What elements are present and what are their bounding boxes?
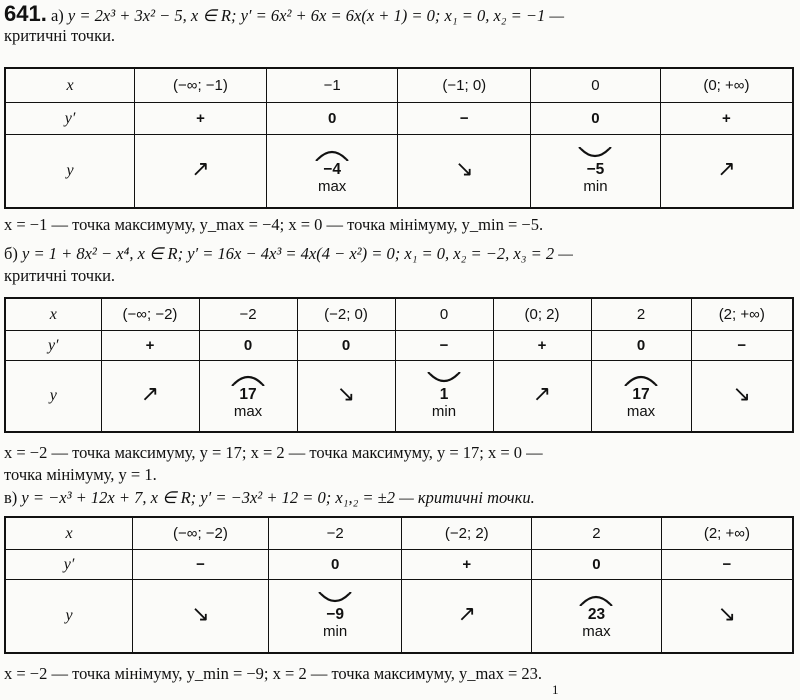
part-b-critical-points: критичні точки. [4, 266, 116, 285]
part-a-conclusion: x = −1 — точка максимуму, y_max = −4; x = 0 — точка мінімуму, y_min = −5. [4, 215, 544, 234]
table-row-derivative [5, 549, 793, 579]
extremum-value: 1 [439, 385, 449, 403]
arrow-up-right-icon: ↗ [532, 382, 552, 408]
monotonic-cell [398, 134, 531, 208]
part-c-conclusion: x = −2 — точка мінімуму, y_min = −9; x = 2 — точка максимуму, y_max = 23. [4, 664, 543, 683]
extremum-type-label: max [582, 622, 611, 640]
extremum-type-label: max [626, 402, 656, 420]
table-row-derivative [5, 102, 793, 134]
part-b-equation: y = 1 + 8x² − x⁴, x ∈ R; y′ = 16x − 4x³ = 4x(4 − x²) = 0; x₁ = 0, x₂ = −2, x₃ = 2 — [22, 244, 573, 263]
extremum-value: 17 [632, 385, 650, 403]
monotonic-cell [660, 134, 793, 208]
interval-cell: (−2; 2) [402, 517, 532, 549]
extremum-cell [531, 134, 661, 208]
extremum-value: −5 [586, 160, 605, 178]
variation-table-a [4, 67, 794, 209]
part-b-conclusion-2: точка мінімуму, y = 1. [4, 465, 157, 484]
part-b-statement [4, 244, 573, 264]
table-row-y [5, 579, 793, 653]
part-a-equation: y = 2x³ + 3x² − 5, x ∈ R; y′ = 6x² + 6x = 6x(x + 1) = 0; x₁ = 0, x₂ = −1 — [67, 6, 565, 25]
interval-cell: 0 [531, 68, 661, 102]
derivative-sign-cell: 0 [532, 549, 662, 579]
interval-cell: (0; 2) [493, 298, 591, 330]
arrow-up-right-icon: ↗ [140, 382, 160, 408]
arrow-up-right-icon: ↗ [717, 157, 736, 183]
interval-cell: (0; +∞) [660, 68, 793, 102]
row-label-y: y [5, 134, 135, 208]
table-row-x [5, 68, 793, 102]
monotonic-cell [133, 579, 269, 653]
part-c-label: в) [4, 488, 18, 507]
row-label-x: x [5, 517, 133, 549]
extremum-value: 23 [587, 605, 606, 623]
maximum-cap-icon [592, 372, 691, 386]
part-a-statement [4, 1, 565, 26]
part-b-label: б) [4, 244, 18, 263]
row-label-derivative: y′ [5, 549, 133, 579]
row-label-y: y [5, 360, 101, 432]
table-row-x [5, 517, 793, 549]
derivative-sign-cell: + [101, 330, 199, 360]
extremum-cell [591, 360, 691, 432]
derivative-sign-cell: 0 [591, 330, 691, 360]
arrow-down-right-icon: ↘ [336, 382, 356, 408]
part-b-conclusion-1: x = −2 — точка максимуму, y = 17; x = 2 — точка максимуму, y = 17; x = 0 — [4, 443, 543, 462]
derivative-sign-cell: − [661, 549, 793, 579]
arrow-up-right-icon: ↗ [457, 602, 476, 628]
table-row-y [5, 134, 793, 208]
interval-cell: −2 [199, 298, 297, 330]
extremum-type-label: max [233, 402, 263, 420]
extremum-type-label: min [583, 177, 608, 195]
minimum-cup-icon [269, 592, 402, 606]
arrow-down-right-icon: ↘ [717, 602, 737, 628]
monotonic-cell [402, 579, 532, 653]
maximum-cap-icon [200, 372, 297, 386]
minimum-cup-icon [531, 147, 660, 161]
interval-cell: (2; +∞) [691, 298, 793, 330]
extremum-cell [199, 360, 297, 432]
interval-cell: (2; +∞) [661, 517, 793, 549]
derivative-sign-cell: 0 [531, 102, 661, 134]
derivative-sign-cell: − [398, 102, 531, 134]
arrow-down-right-icon: ↘ [732, 382, 751, 408]
interval-cell: (−∞; −2) [101, 298, 199, 330]
extremum-cell [268, 579, 402, 653]
monotonic-cell [661, 579, 793, 653]
monotonic-cell [691, 360, 793, 432]
part-a-label: а) [50, 6, 64, 25]
interval-cell: 0 [395, 298, 493, 330]
row-label-derivative: y′ [5, 330, 101, 360]
interval-cell: 2 [591, 298, 691, 330]
derivative-sign-cell: 0 [268, 549, 402, 579]
derivative-sign-cell: − [395, 330, 493, 360]
row-label-y: y [5, 579, 133, 653]
row-label-derivative: y′ [5, 102, 135, 134]
table-row-x [5, 298, 793, 330]
arrow-down-right-icon: ↘ [191, 602, 210, 628]
extremum-type-label: min [323, 622, 348, 640]
extremum-cell [532, 579, 662, 653]
interval-cell: 2 [532, 517, 662, 549]
part-a-critical-points: критичні точки. [4, 26, 116, 45]
page-number: 1 [552, 682, 559, 697]
derivative-sign-cell: 0 [199, 330, 297, 360]
derivative-sign-cell: − [691, 330, 793, 360]
monotonic-cell [297, 360, 395, 432]
arrow-up-right-icon: ↗ [191, 157, 210, 183]
table-row-derivative [5, 330, 793, 360]
interval-cell: (−1; 0) [398, 68, 531, 102]
monotonic-cell [493, 360, 591, 432]
interval-cell: (−∞; −2) [133, 517, 269, 549]
row-label-x: x [5, 298, 101, 330]
derivative-sign-cell: + [135, 102, 267, 134]
interval-cell: (−∞; −1) [135, 68, 267, 102]
maximum-cap-icon [532, 592, 661, 606]
row-label-x: x [5, 68, 135, 102]
extremum-value: 17 [239, 385, 257, 403]
maximum-cap-icon [267, 147, 398, 161]
minimum-cup-icon [396, 372, 493, 386]
derivative-sign-cell: 0 [297, 330, 395, 360]
extremum-type-label: max [317, 177, 347, 195]
arrow-down-right-icon: ↘ [455, 157, 474, 183]
derivative-sign-cell: − [133, 549, 269, 579]
extremum-value: −4 [323, 160, 341, 178]
derivative-sign-cell: + [493, 330, 591, 360]
derivative-sign-cell: + [402, 549, 532, 579]
variation-table-c [4, 516, 794, 654]
problem-number: 641. [4, 1, 47, 26]
part-c-equation: y = −x³ + 12x + 7, x ∈ R; y′ = −3x² + 12 = 0; x₁,₂ = ±2 — критичні точки. [21, 488, 535, 507]
interval-cell: (−2; 0) [297, 298, 395, 330]
extremum-value: −9 [326, 605, 344, 623]
variation-table-b [4, 297, 794, 433]
interval-cell: −2 [268, 517, 402, 549]
extremum-type-label: min [431, 402, 457, 420]
monotonic-cell [101, 360, 199, 432]
monotonic-cell [135, 134, 267, 208]
extremum-cell [266, 134, 398, 208]
derivative-sign-cell: 0 [266, 102, 398, 134]
table-row-y [5, 360, 793, 432]
derivative-sign-cell: + [660, 102, 793, 134]
part-c-statement [4, 488, 535, 508]
extremum-cell [395, 360, 493, 432]
interval-cell: −1 [266, 68, 398, 102]
